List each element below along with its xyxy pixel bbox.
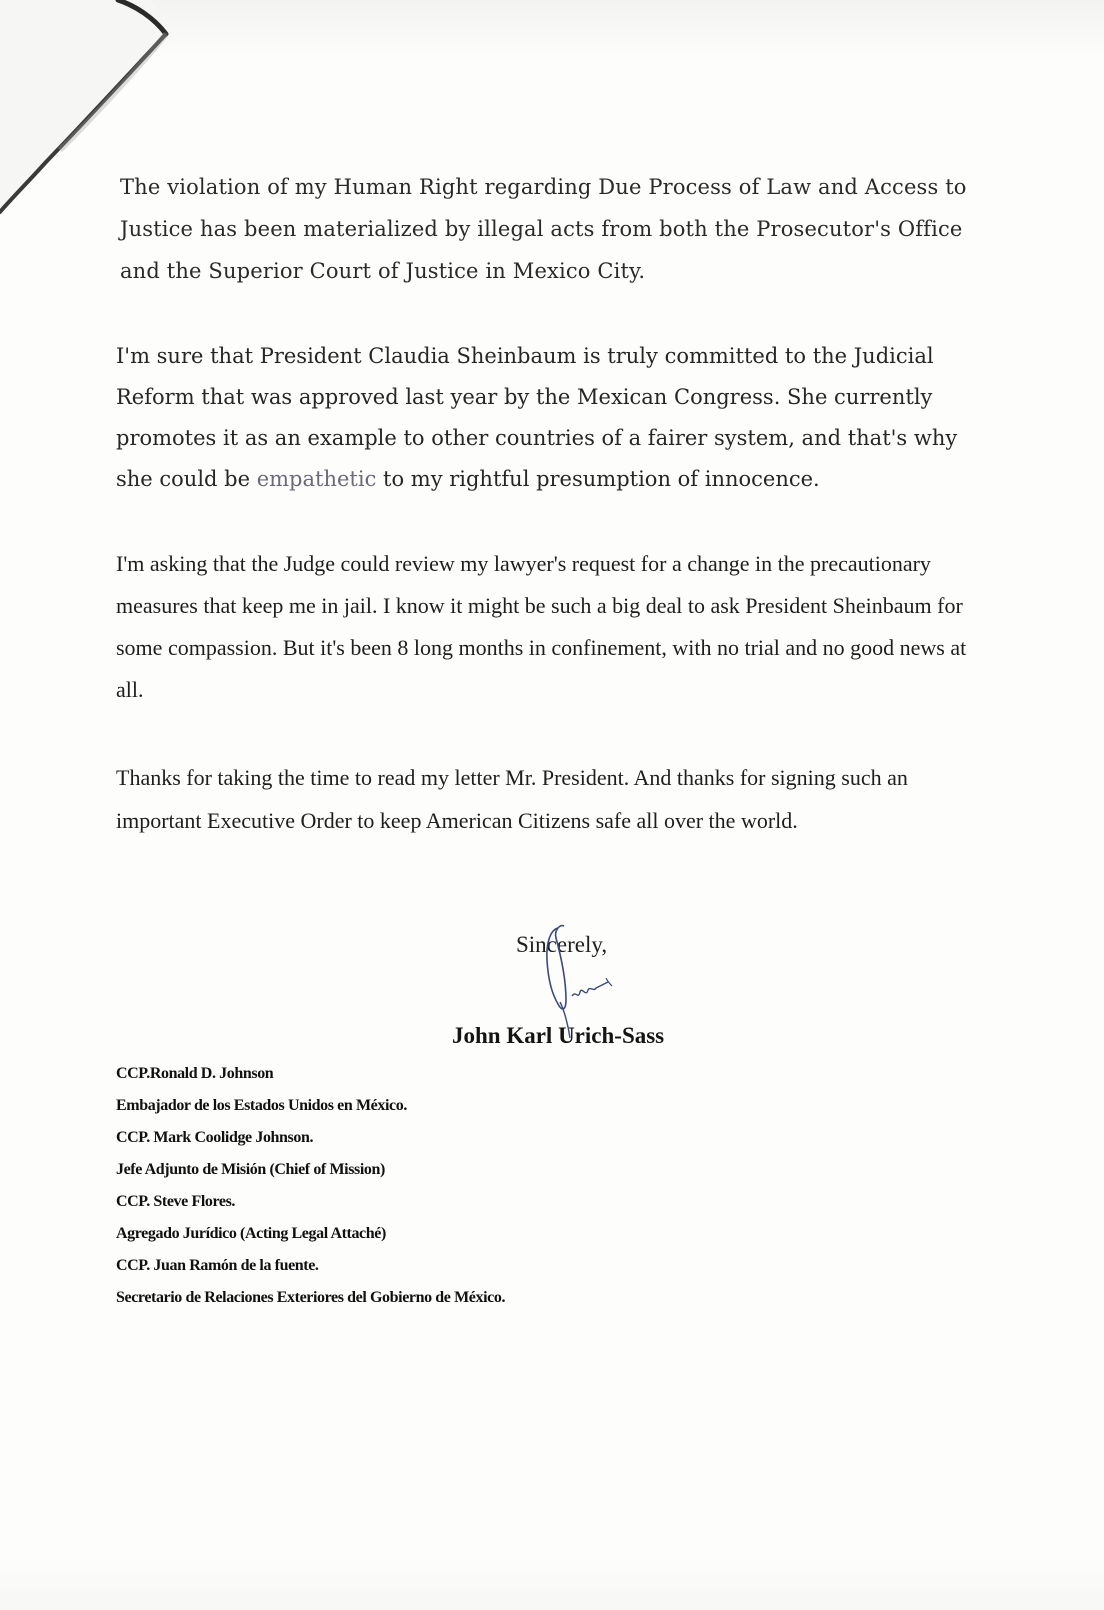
cc-line: Agregado Jurídico (Acting Legal Attaché) [116,1225,386,1242]
cc-line: Jefe Adjunto de Misión (Chief of Mission) [116,1161,385,1178]
cc-line: CCP.Ronald D. Johnson [116,1065,274,1082]
paragraph-due-process: The violation of my Human Right regarding Due Process of Law and Access to Justice has been materialized by illegal acts from both the Prosecutor's Office and the Superior Court of Justice in Mexico City. [120,175,967,283]
cc-line: Secretario de Relaciones Exteriores del Gobierno de México. [116,1289,506,1306]
paragraph-text-start: I'm sure that President Claudia Sheinbaum is truly committed to the Judicial Reform that was approved last year by the Mexican Congress. She currently promotes it as an example to other countries of a fairer system, and that's why she could be [116,344,958,491]
cc-line: Embajador de los Estados Unidos en México. [116,1097,407,1114]
cc-line: CCP. Steve Flores. [116,1193,236,1210]
signer-name: John Karl Urich-Sass [452,1023,665,1048]
paragraph-request: I'm asking that the Judge could review my lawyer's request for a change in the precautionary measures that keep me in jail. I know it might be such a big deal to ask President Sheinbaum for some compassion. But it's been 8 long months in confinement, with no trial and no good news at all. [116,551,967,702]
paragraph-text-end: to my rightful presumption of innocence. [376,467,820,491]
carbon-copy-list [116,1063,505,1319]
paragraph-judicial-reform [116,336,972,500]
cc-line: CCP. Mark Coolidge Johnson. [116,1129,314,1146]
paragraph-thanks: Thanks for taking the time to read my letter Mr. President. And thanks for signing such an important Executive Order to keep American Citizens safe all over the world. [116,765,908,833]
closing-salutation: Sincerely, [516,932,608,957]
cc-line: CCP. Juan Ramón de la fuente. [116,1257,319,1274]
highlighted-word: empathetic [256,467,377,491]
